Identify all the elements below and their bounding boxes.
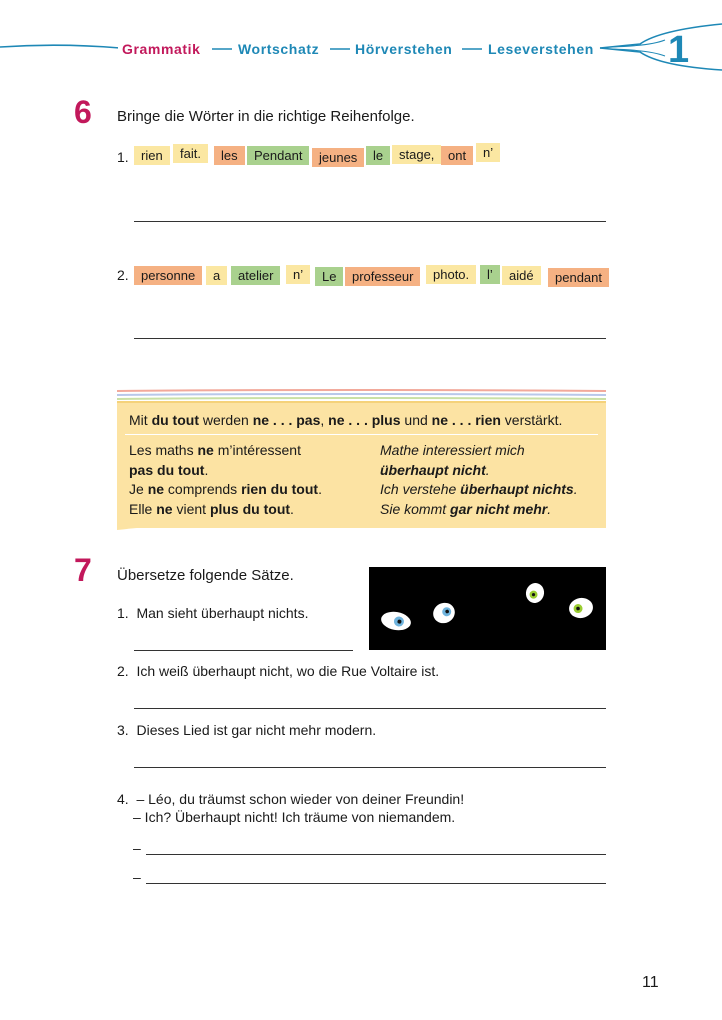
word-tile[interactable]: photo.: [426, 265, 476, 284]
word-tile[interactable]: fait.: [173, 144, 208, 163]
exercise-6-number: 6: [74, 94, 92, 130]
word-tile[interactable]: n’: [286, 265, 310, 284]
german-example-line: überhaupt nicht.: [380, 461, 490, 478]
nav-separators: [0, 40, 722, 60]
word-tile[interactable]: n’: [476, 143, 500, 162]
answer-line[interactable]: [134, 650, 353, 651]
answer-line[interactable]: [134, 338, 606, 339]
answer-line[interactable]: [146, 854, 606, 855]
nav-hoerverstehen: Hörverstehen: [351, 40, 456, 58]
dialogue-dash: –: [133, 869, 141, 885]
word-tile[interactable]: stage,: [392, 145, 441, 164]
sentence-3: 3. Dieses Lied ist gar nicht mehr modern.: [117, 722, 377, 738]
french-example-line: Elle ne vient plus du tout.: [129, 500, 294, 517]
answer-line[interactable]: [134, 767, 606, 768]
grammar-box-torn-edge: [117, 518, 606, 532]
german-example-line: Mathe interessiert mich: [380, 442, 525, 458]
grammar-info-box: [117, 403, 606, 528]
word-tile[interactable]: jeunes: [312, 148, 364, 167]
nav-wortschatz: Wortschatz: [234, 40, 323, 58]
grammar-box-stripes: [117, 388, 606, 404]
word-tile[interactable]: aidé: [502, 266, 541, 285]
grammar-divider: [125, 434, 598, 435]
word-tile[interactable]: Le: [315, 267, 343, 286]
sentence-4: 4. – Léo, du träumst schon wieder von deiner Freundin!: [117, 791, 465, 807]
word-tile[interactable]: l’: [480, 265, 500, 284]
answer-line[interactable]: [134, 708, 606, 709]
german-example-line: Ich verstehe überhaupt nichts.: [380, 481, 578, 497]
word-tile[interactable]: professeur: [345, 267, 420, 286]
word-tile[interactable]: ont: [441, 146, 473, 165]
answer-line[interactable]: [146, 883, 606, 884]
word-tile[interactable]: pendant: [548, 268, 609, 287]
word-tile[interactable]: les: [214, 146, 245, 165]
eyes-icon: [369, 567, 606, 650]
item-2-label: 2.: [117, 267, 129, 283]
word-tile[interactable]: atelier: [231, 266, 280, 285]
answer-line[interactable]: [134, 221, 606, 222]
nav-leseverstehen: Leseverstehen: [484, 40, 598, 58]
chapter-number: 1: [668, 29, 690, 71]
word-tile[interactable]: Pendant: [247, 146, 309, 165]
word-tile[interactable]: personne: [134, 266, 202, 285]
sentence-4-reply: – Ich? Überhaupt nicht! Ich träume von niemandem.: [133, 809, 456, 825]
item-1-label: 1.: [117, 149, 129, 165]
sentence-1: 1. Man sieht überhaupt nichts.: [117, 605, 309, 621]
french-example-line: Les maths ne m’intéressent: [129, 442, 301, 458]
german-translations: [380, 441, 578, 519]
exercise-6-instruction: Bringe die Wörter in die richtige Reihenfolge.: [117, 108, 415, 125]
word-tile[interactable]: rien: [134, 146, 170, 165]
dialogue-dash: –: [133, 840, 141, 856]
french-example-line: Je ne comprends rien du tout.: [129, 481, 322, 497]
nav-grammatik: Grammatik: [118, 40, 205, 58]
word-tile[interactable]: a: [206, 266, 227, 285]
exercise-7-number: 7: [74, 552, 92, 588]
word-tile[interactable]: le: [366, 146, 390, 165]
grammar-rule: Mit du tout werden ne . . . pas, ne . . . plus und ne . . . rien verstärkt.: [129, 412, 563, 428]
exercise-7-instruction: Übersetze folgende Sätze.: [117, 567, 294, 584]
german-example-line: Sie kommt gar nicht mehr.: [380, 500, 552, 517]
french-examples: [129, 441, 322, 519]
page-number: 11: [642, 974, 659, 991]
french-example-line: pas du tout.: [129, 461, 209, 478]
sentence-2: 2. Ich weiß überhaupt nicht, wo die Rue Voltaire ist.: [117, 663, 440, 679]
eyes-in-dark-illustration: [369, 567, 606, 650]
